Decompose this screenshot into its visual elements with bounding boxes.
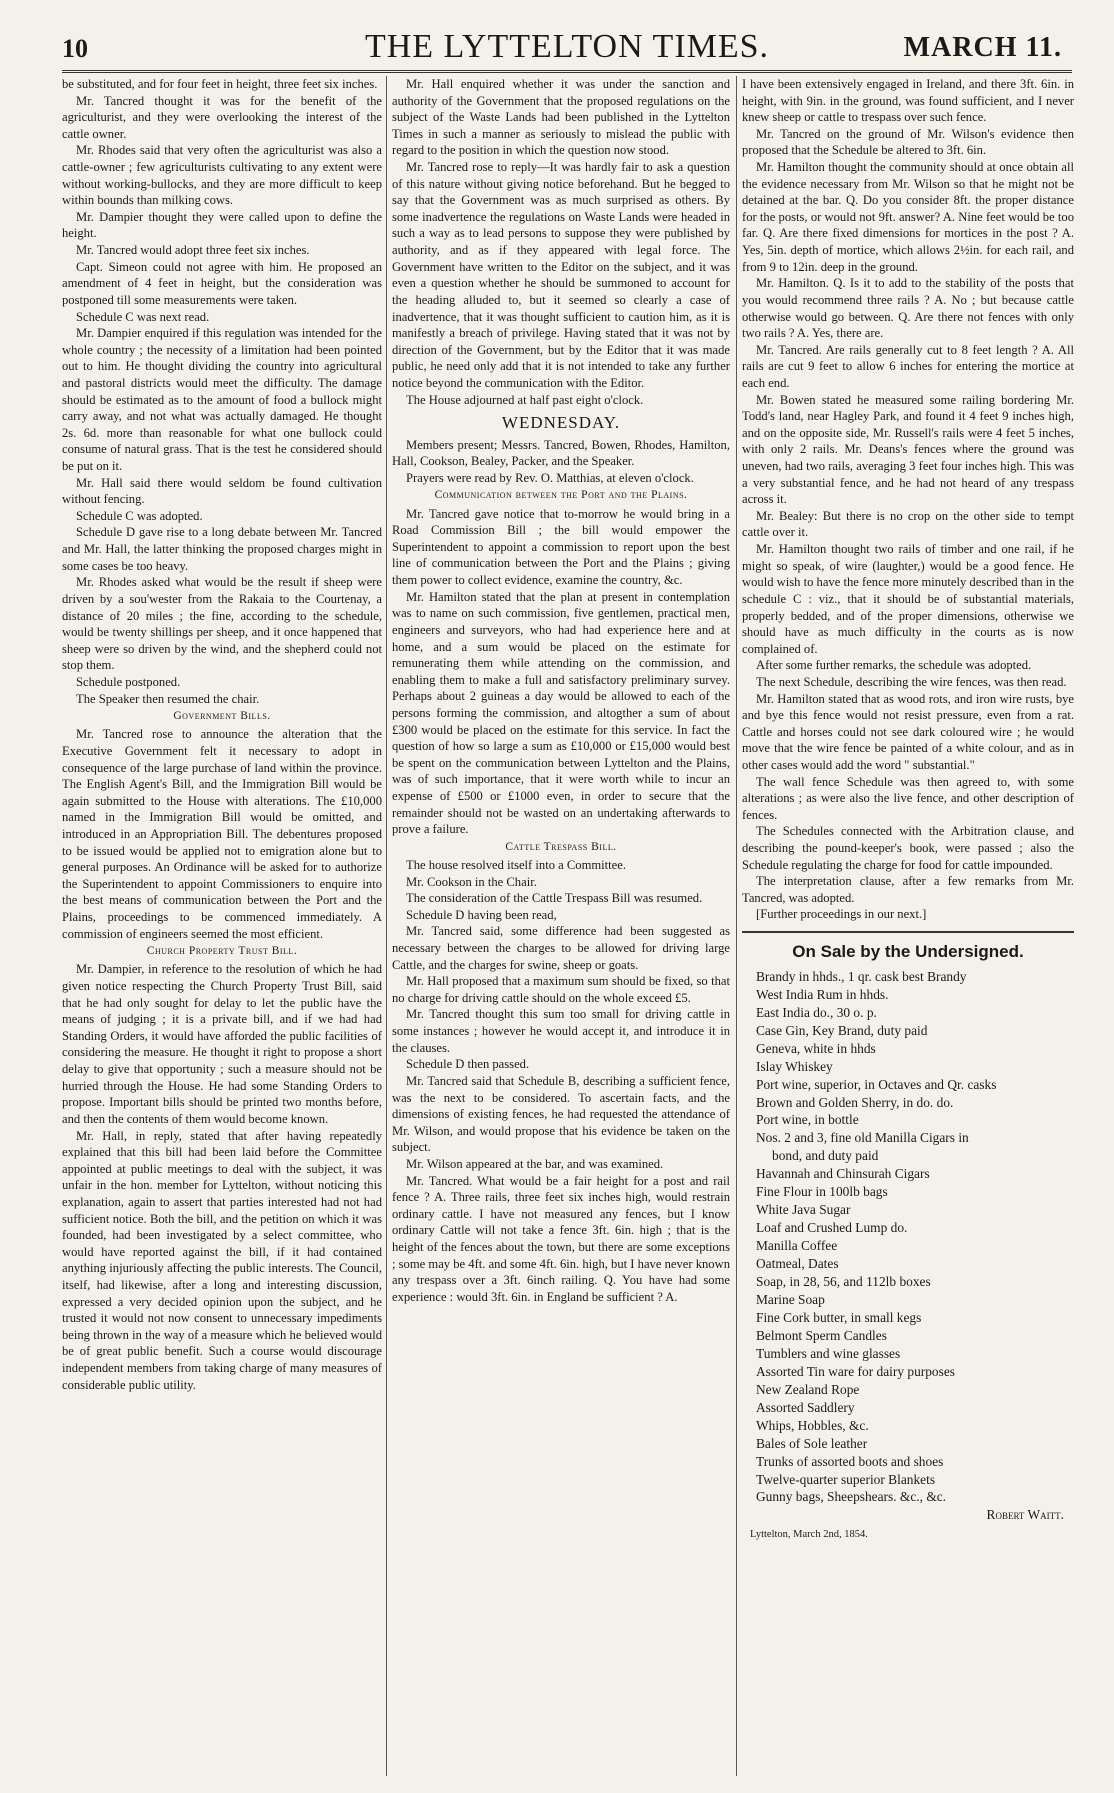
- advert-item: bond, and duty paid: [772, 1148, 879, 1164]
- advert-item: Brandy in hhds., 1 qr. cask best Brandy: [756, 968, 967, 984]
- paragraph: Mr. Bealey: But there is no crop on the other side to tempt cattle over it.: [742, 508, 1074, 540]
- paragraph: Mr. Tancred on the ground of Mr. Wilson's evidence then proposed that the Schedule be altered to 3ft. 6in.: [742, 126, 1074, 158]
- advert-item: East India do., 30 o. p.: [756, 1004, 877, 1020]
- paragraph: Mr. Tancred thought this sum too small for driving cattle in some instances ; however he would accept it, and introduce it in the clauses.: [392, 1007, 730, 1055]
- paragraph: Schedule D having been read,: [406, 907, 557, 922]
- article-column-3-text: [742, 76, 1074, 923]
- advert-item: Manilla Coffee: [756, 1238, 838, 1254]
- section-heading: Communication between the Port and the Plains.: [434, 489, 688, 502]
- advert-item: White Java Sugar: [756, 1202, 851, 1218]
- advert-item: Assorted Tin ware for dairy purposes: [756, 1363, 955, 1379]
- paragraph: be substituted, and for four feet in height, three feet six inches.: [62, 77, 378, 91]
- paragraph: The consideration of the Cattle Trespass Bill was resumed.: [406, 891, 703, 906]
- paragraph: After some further remarks, the schedule was adopted.: [756, 658, 1032, 673]
- advert-dateline: Lyttelton, March 2nd, 1854.: [750, 1529, 868, 1541]
- paragraph: Mr. Tancred. What would be a fair height for a post and rail fence ? A. Three rails, three feet six inches high, would restrain ordinary cattle. I have not measured any fences, but I know ordinary Cattle will not take a fence 3ft. 6in. high ; that is the height of the fences about the town, but there are some exceptions ; some may be 4ft. and some 4ft. 6in. high, but I have never known any trespass over a 3ft. 6inch railing. Q. You have had some experience : would 3ft. 6in. in England be sufficient ? A.: [392, 1173, 730, 1304]
- paragraph: Schedule C was next read.: [76, 309, 210, 324]
- paragraph: Mr. Tancred rose to announce the alteration that the Executive Government felt it necessary to adopt in consequence of the large purchase of land within the province. The English Agent's Bill, and the Immigration Bill would be again submitted to the House with alterations. The £10,000 named in the Immigration Bill would be omitted, and introduced in an Appropriation Bill. The debentures proposed to be issued would be applied not to emigration alone but to general purposes. An Ordinance will be asked for to authorize the Superintendent to appoint Commissioners to enquire into the best means of communication between the Port and the Plains, proceedings to be commenced immediately. A commission of engineers seemed the most efficient.: [62, 727, 382, 941]
- paragraph: Mr. Rhodes said that very often the agriculturist was also a cattle-owner ; few agriculturists cultivating to any extent were without working-bullocks, and they are more difficult to keep within bounds than milking cows.: [62, 143, 382, 208]
- paragraph: Mr. Hamilton thought the community should at once obtain all the evidence necessary from Mr. Wilson so that he might not be detained at the bar. Q. Do you consider 8ft. the proper distance for the posts, or would not 9ft. answer? A. Nine feet would be too far. Q. Are there fixed dimensions for mortices in the post ? A. Yes, 5in. depth of mortice, which allows 2½in. for each rail, and from 9 to 12in. deep in the ground.: [742, 160, 1074, 274]
- paragraph: Mr. Hamilton. Q. Is it to add to the stability of the posts that you would recommend three rails ? A. No ; but because cattle otherwise would go between. Q. Are there not fences with only two rails ? A. Yes, there are.: [742, 276, 1074, 341]
- advert-item: Assorted Saddlery: [756, 1399, 855, 1415]
- article-column-3: [742, 76, 1074, 1542]
- article-column-2: [392, 76, 730, 1305]
- paragraph: Schedule D gave rise to a long debate between Mr. Tancred and Mr. Hall, the latter thinking the proposed charges might in some cases be too heavy.: [62, 525, 382, 573]
- paragraph: Mr. Hamilton stated that as wood rots, and iron wire rusts, bye and bye this fence would not resist pressure, even from a rat. Cattle and horses could not see dark coloured wire ; he would move that the wire fence be painted of a white colour, and as in other cases would add the word " substantial.": [742, 691, 1074, 772]
- paragraph: Mr. Tancred gave notice that to-morrow he would bring in a Road Commission Bill ; the bill would empower the Superintendent to appoint a commission to report upon the best line of communication between the Port and the Plains ; giving them power to collect evidence, examine the country, &c.: [392, 506, 730, 588]
- advert-item: Geneva, white in hhds: [756, 1040, 876, 1056]
- paragraph: Schedule C was adopted.: [76, 508, 203, 523]
- paragraph: Members present; Messrs. Tancred, Bowen, Rhodes, Hamilton, Hall, Cookson, Bealey, Packer, and the Speaker.: [392, 437, 730, 469]
- paragraph: Mr. Hall, in reply, stated that after having repeatedly explained that this bill had been laid before the Committee appointed at public meetings to deal with the subject, it was unfair in the hon. member for Lyttelton, without noticing this explanation, again to assert that parties interested had not had sufficient notice. Both the bill, and the petition on which it was founded, had been investigated by a select committee, who would have reported against the bill, if it had contained anything injuriously affecting the public interests. The Council, itself, had likewise, after a long and interesting discussion, expressed a very decided opinion upon the subject, and he trusted it would not now consent to unnecessary impediments being thrown in the way of a measure which he believed would be of great public benefit. Such a course would discourage independent members from taking charge of many measures of considerable public utility.: [62, 1128, 382, 1392]
- advert-item: Islay Whiskey: [756, 1058, 833, 1074]
- paragraph: Mr. Hamilton thought two rails of timber and one rail, if he might so speak, of wire (laughter,) would be a good fence. He would wish to have the fence more minutely described than in the schedule C : viz., that it should be of substantial materials, properly bedded, and of the proper dimensions, otherwise we should have as much difficulty in the courts as is now complained of.: [742, 542, 1074, 656]
- article-column-1: [62, 76, 382, 1393]
- paragraph: Mr. Dampier thought they were called upon to define the height.: [62, 209, 382, 241]
- advert-item: Brown and Golden Sherry, in do. do.: [756, 1094, 954, 1110]
- paragraph: Mr. Tancred. Are rails generally cut to 8 feet length ? A. All rails are cut 9 feet to allow 6 inches for entering the mortice at each end.: [742, 342, 1074, 390]
- section-heading: Cattle Trespass Bill.: [505, 840, 617, 853]
- paragraph: Mr. Dampier enquired if this regulation was intended for the whole country ; the necessity of a limitation had been pointed out to him. He thought dividing the country into agricultural and pastoral districts would meet the difficulty. The damage should be estimated as to the amount of food a bullock might carry away, and not what was actually damaged. He thought 2s. 6d. more than reasonable for what one bullock could consume of natural grass. That is the test he considered should be put on it.: [62, 326, 382, 474]
- paragraph: Schedule postponed.: [76, 674, 181, 689]
- advert-item: Port wine, superior, in Octaves and Qr. casks: [756, 1076, 997, 1092]
- paragraph: Mr. Hall proposed that a maximum sum should be fixed, so that no charge for driving cattle should on the whole exceed £5.: [392, 974, 730, 1005]
- advert-item: Twelve-quarter superior Blankets: [756, 1471, 936, 1487]
- advert-item: Oatmeal, Dates: [756, 1256, 839, 1272]
- paragraph: Mr. Hall said there would seldom be found cultivation without fencing.: [62, 475, 382, 507]
- column-divider: [386, 76, 387, 1776]
- paragraph: The House adjourned at half past eight o'clock.: [406, 392, 644, 407]
- page-number: 10: [62, 34, 88, 63]
- advert-signature: Robert Waitt.: [986, 1507, 1064, 1523]
- advert-item: Whips, Hobbles, &c.: [756, 1417, 869, 1433]
- paragraph: The next Schedule, describing the wire fences, was then read.: [756, 674, 1067, 689]
- paragraph: Mr. Tancred rose to reply—It was hardly fair to ask a question of this nature without giving notice beforehand. But he begged to say that the Government was as much surprised as others. By some inadvertence the regulations on Waste Lands were headed in such a way as to lead persons to suppose they were published by authority, and as if they appeared with legal force. The Government have written to the Editor on the subject, and it was even a question whether he should be summoned to account for the heading alluded to, but it seemed so clearly a case of inadvertence, that it was thought sufficient to caution him, as it is manifestly a breach of privilege. Having stated that it was not by direction of the Government, but by the Editor that it was made public, he need only add that it is not intended to take any further notice beyond the communication with the Editor.: [392, 160, 730, 390]
- paragraph: Mr. Tancred would adopt three feet six inches.: [76, 243, 310, 258]
- paragraph: Schedule D then passed.: [406, 1057, 530, 1072]
- advert-item-list: [742, 968, 1074, 1507]
- paragraph: Mr. Wilson appeared at the bar, and was examined.: [406, 1156, 664, 1171]
- advert-item: Gunny bags, Sheepshears. &c., &c.: [756, 1489, 947, 1505]
- issue-date: MARCH 11.: [903, 32, 1062, 63]
- section-heading: Government Bills.: [173, 710, 271, 723]
- advert-item: Trunks of assorted boots and shoes: [756, 1453, 944, 1469]
- paragraph: The Schedules connected with the Arbitration clause, and describing the pound-keeper's book, were passed ; also the Schedule regulating the charge for food for cattle impounded.: [742, 824, 1074, 872]
- paragraph: Mr. Cookson in the Chair.: [406, 874, 537, 889]
- advert-item: Nos. 2 and 3, fine old Manilla Cigars in: [756, 1130, 969, 1146]
- sale-advertisement: [742, 941, 1074, 1542]
- section-heading: Church Property Trust Bill.: [146, 945, 298, 958]
- paragraph: Mr. Bowen stated he measured some railing bordering Mr. Todd's land, near Hagley Park, and found it 4 feet 9 inches high, and on the opposite side, Mr. Russell's rails were 4 feet 5 inches, with only 2 rails. Mr. Deans's fences where the ground was uneven, had two rails, averaging 3 feet four inches high. This was a very substantial fence, and he had not heard of any trespass across it.: [742, 392, 1074, 507]
- section-heading: WEDNESDAY.: [501, 413, 621, 433]
- paragraph: Mr. Hall enquired whether it was under the sanction and authority of the Government that the proposed regulations on the subject of the Waste Lands had been published in the Lyttelton Times in such a manner as seriously to mislead the public with regard to the position in which the question now stood.: [392, 77, 730, 158]
- paragraph: Mr. Hamilton stated that the plan at present in contemplation was to name on such commission, five gentlemen, practical men, engineers and surveyors, who had had experience here and at home, and a sum would be placed on the estimate for remunerating them while attending on the commission, and enabling them to make a full and satisfactory preliminary survey. Perhaps about 2 guineas a day would be allowed to each of the persons forming the commission, and altogther a sum of about £300 would be placed on the estimate for this service. In fact the question of how so large a sum as £10,000 or £15,000 would best be spent on the communication between Lyttelton and the Plains, was of such importance, that it were worth while to incur an expense of £500 or £1000 even, in order to secure that the remainder should not be wasted on an undertaking afterwards to prove a failure.: [392, 589, 730, 837]
- paragraph: The interpretation clause, after a few remarks from Mr. Tancred, was adopted.: [742, 874, 1074, 905]
- paragraph: Mr. Tancred said, some difference had been suggested as necessary between the charges to be allowed for driving large Cattle, and the charges for swine, sheep or goats.: [392, 924, 730, 972]
- advert-item: Belmont Sperm Candles: [756, 1327, 887, 1343]
- paragraph: Mr. Dampier, in reference to the resolution of which he had given notice respecting the Church Property Trust Bill, said that he had only sought for delay to let the public have the means of judging ; it is a private bill, and if we had had Standing Orders, it would have afforded the public facilities of considering the measure. He thought it right to propose a short delay to give that opportunity ; such a measure should not be hurried through the House. He had some Standing Orders to propose. Important bills should be printed two months before, and then the contents of them would become known.: [62, 962, 382, 1126]
- paragraph: [Further proceedings in our next.]: [756, 907, 927, 922]
- advert-item: Bales of Sole leather: [756, 1435, 868, 1451]
- paragraph: Mr. Tancred said that Schedule B, describing a sufficient fence, was the next to be considered. To ascertain facts, and the dimensions of existing fences, he had requested the attendance of Mr. Wilson, and would propose that his evidence be taken on the subject.: [392, 1073, 730, 1155]
- paragraph: Capt. Simeon could not agree with him. He proposed an amendment of 4 feet in height, but the consideration was postponed till some measurements were taken.: [62, 259, 382, 307]
- paragraph: Prayers were read by Rev. O. Matthias, at eleven o'clock.: [406, 470, 694, 485]
- advert-item: Soap, in 28, 56, and 112lb boxes: [756, 1274, 931, 1290]
- newspaper-title: THE LYTTELTON TIMES.: [364, 28, 770, 65]
- advert-item: Loaf and Crushed Lump do.: [756, 1220, 908, 1236]
- advert-item: Fine Cork butter, in small kegs: [756, 1309, 922, 1325]
- advert-item: Port wine, in bottle: [756, 1112, 859, 1128]
- masthead: [62, 26, 1072, 66]
- paragraph: Mr. Rhodes asked what would be the result if sheep were driven by a sou'wester from the Rakaia to the Courtenay, a distance of 20 miles ; the fine, according to the schedule, would be twenty shillings per sheep, and it once happened that sheep were so driven by the wind, and the shepherd could not stop them.: [62, 575, 382, 673]
- paragraph: I have been extensively engaged in Ireland, and there 3ft. 6in. in height, with 9in. in the ground, was found sufficient, and I never knew sheep or cattle to trespass over such fence.: [742, 77, 1074, 125]
- paragraph: The house resolved itself into a Committee.: [406, 857, 626, 872]
- masthead-rule: [62, 70, 1072, 73]
- advert-item: Case Gin, Key Brand, duty paid: [756, 1022, 928, 1038]
- column-divider: [736, 76, 737, 1776]
- advert-item: Havannah and Chinsurah Cigars: [756, 1166, 930, 1182]
- advert-item: Tumblers and wine glasses: [756, 1345, 901, 1361]
- advert-title: On Sale by the Undersigned.: [792, 942, 1024, 962]
- paragraph: The Speaker then resumed the chair.: [76, 691, 260, 706]
- advert-item: New Zealand Rope: [756, 1381, 860, 1397]
- advert-item: Marine Soap: [756, 1292, 825, 1307]
- advert-separator: [742, 931, 1074, 933]
- paragraph: The wall fence Schedule was then agreed to, with some alterations ; as were also the live fence, and other description of fences.: [742, 774, 1074, 822]
- advert-item: Fine Flour in 100lb bags: [756, 1184, 888, 1200]
- advert-item: West India Rum in hhds.: [756, 986, 889, 1002]
- paragraph: Mr. Tancred thought it was for the benefit of the agriculturist, and they were overlooking the interest of the cattle owner.: [62, 93, 382, 141]
